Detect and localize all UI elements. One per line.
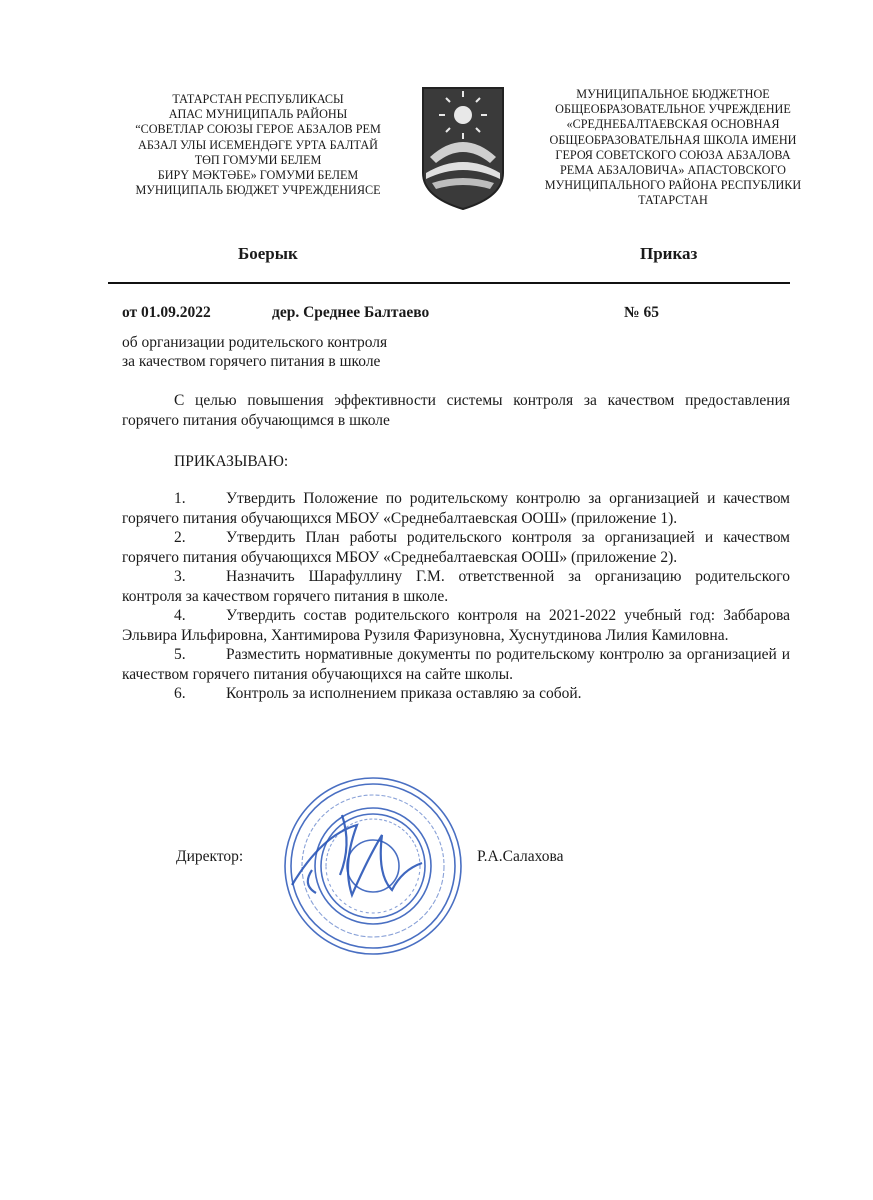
list-item [122,528,790,567]
item-number: 6. [174,685,186,702]
list-item [122,684,790,704]
order-date: от 01.09.2022 [122,304,211,321]
intro-paragraph: С целью повышения эффективности системы контроля за качеством предоставления горячего питания обучающимся в школе [122,392,790,429]
list-item [122,567,790,606]
item-text: Контроль за исполнением приказа оставляю за собой. [226,685,582,702]
header-right-line: РЕМА АБЗАЛОВИЧА» АПАСТОВСКОГО [560,163,786,178]
list-item [122,489,790,528]
item-text: Разместить нормативные документы по родительскому контролю за организацией и качеством горячего питания обучающихся на сайте школы. [122,646,790,683]
header-left-line: АПАС МУНИЦИПАЛЬ РАЙОНЫ [168,107,348,122]
header-right-line: МУНИЦИПАЛЬНОГО РАЙОНА РЕСПУБЛИКИ [544,178,802,193]
header-right-line: МУНИЦИПАЛЬНОЕ БЮДЖЕТНОЕ [576,87,770,101]
item-number: 1. [174,490,186,507]
item-text: Утвердить Положение по родительскому контролю за организацией и качеством горячего питания обучающихся МБОУ «Среднебалтаевская ООШ» (приложение 1). [122,490,790,527]
coat-of-arms-emblem [420,85,506,211]
item-number: 3. [174,568,186,585]
header-right-line: ГЕРОЯ СОВЕТСКОГО СОЮЗА АБЗАЛОВА [555,147,791,162]
header-left-line: “СОВЕТЛАР СОЮЗЫ ГЕРОЕ АБЗАЛОВ РЕМ [135,122,381,137]
item-number: 2. [174,529,186,546]
header-left-line: МУНИЦИПАЛЬ БЮДЖЕТ УЧРЕЖДЕНИЯСЕ [135,183,381,198]
header-left-line: ТАТАРСТАН РЕСПУБЛИКАСЫ [172,92,344,106]
order-number: № 65 [624,304,659,321]
item-text: Утвердить План работы родительского контроля за организацией и качеством горячего питания обучающихся МБОУ «Среднебалтаевская ООШ» (приложение 2). [122,529,790,566]
header-divider [108,282,790,284]
signature-name: Р.А.Салахова [477,848,564,865]
official-stamp-seal [282,775,464,957]
header-left-line: БИРҮ МӘКТӘБЕ» ГОМУМИ БЕЛЕМ [157,168,359,183]
list-item [122,606,790,645]
header-right-line: ТАТАРСТАН [638,193,708,208]
item-number: 4. [174,607,186,624]
item-text: Назначить Шарафуллину Г.М. ответственной за организацию родительского контроля за качеством горячего питания в школе. [122,568,790,605]
header-right-line: ОБЩЕОБРАЗОВАТЕЛЬНАЯ ШКОЛА ИМЕНИ [549,132,797,147]
header-left-tatar [112,92,404,198]
header-right-line: ОБЩЕОБРАЗОВАТЕЛЬНОЕ УЧРЕЖДЕНИЕ [555,102,791,117]
subject-line: об организации родительского контроля [122,334,388,351]
list-item [122,645,790,684]
item-number: 5. [174,646,186,663]
title-russian: Приказ [640,244,698,263]
order-items-list [122,489,790,704]
header-left-line: АБЗАЛ УЛЫ ИСЕМЕНДӘГЕ УРТА БАЛТАЙ [138,137,378,152]
header-right-line: «СРЕДНЕБАЛТАЕВСКАЯ ОСНОВНАЯ [566,117,780,132]
order-place: дер. Среднее Балтаево [272,304,430,321]
subject-line: за качеством горячего питания в школе [122,353,381,370]
item-text: Утвердить состав родительского контроля на 2021-2022 учебный год: Заббарова Эльвира Ильфировна, Хантимирова Рузиля Фаризуновна, Хуснутдинова Лилия Камиловна. [122,607,790,644]
order-word: ПРИКАЗЫВАЮ: [174,453,289,470]
order-subject [122,333,387,371]
header-right-russian [528,87,818,209]
title-tatar: Боерык [238,244,298,263]
signature-label: Директор: [176,848,244,865]
header-left-line: ТӨП ГОМУМИ БЕЛЕМ [194,152,322,167]
